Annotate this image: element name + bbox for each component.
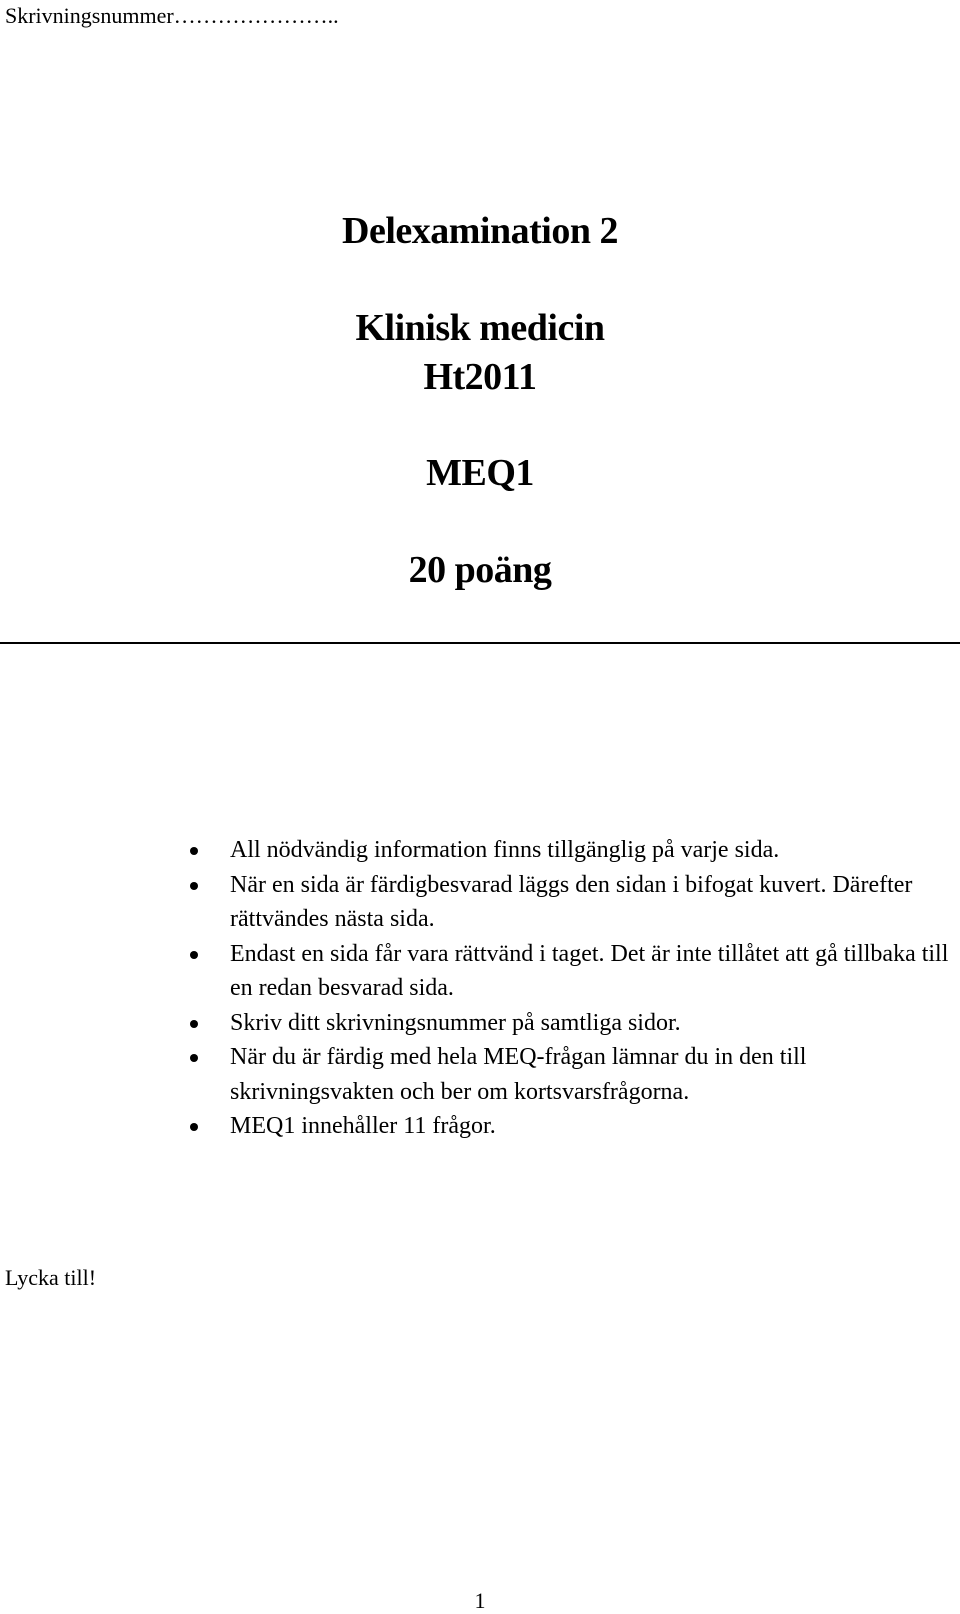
instruction-text: Skriv ditt skrivningsnummer på samtliga sidor. (230, 1009, 681, 1036)
instruction-text: Endast en sida får vara rättvänd i taget. Det är inte tillåtet att gå tillbaka till en redan besvarad sida. (230, 940, 949, 1001)
instruction-text: All nödvändig information finns tillgänglig på varje sida. (230, 837, 780, 863)
instruction-text: MEQ1 innehåller 11 frågor. (230, 1113, 496, 1139)
bullet-icon (190, 1020, 198, 1028)
semester: Ht2011 (423, 356, 537, 398)
instruction-item (190, 937, 950, 1006)
question-id: MEQ1 (426, 452, 534, 494)
course-name: Klinisk medicin (355, 307, 605, 349)
instruction-text: När en sida är färdigbesvarad läggs den sidan i bifogat kuvert. Därefter rättvändes nästa sida. (230, 871, 913, 932)
points: 20 poäng (408, 549, 552, 591)
instruction-text: När du är färdig med hela MEQ-frågan lämnar du in den till skrivningsvakten och ber om kortsvarsfrågorna. (230, 1044, 807, 1105)
instruction-item (190, 1006, 950, 1041)
horizontal-divider (0, 642, 960, 644)
bullet-icon (190, 847, 198, 855)
closing-text: Lycka till! (5, 1265, 97, 1290)
bullet-icon (190, 882, 198, 890)
bullet-icon (190, 1054, 198, 1062)
instructions-list (190, 833, 950, 1144)
exam-title: Delexamination 2 (342, 210, 618, 252)
instruction-item (190, 1109, 950, 1144)
bullet-icon (190, 1123, 198, 1131)
bullet-icon (190, 951, 198, 959)
page-number: 1 (474, 1588, 486, 1613)
instruction-item (190, 868, 950, 937)
exam-number-field: Skrivningsnummer………………….. (5, 3, 339, 28)
instruction-item (190, 1040, 950, 1109)
instruction-item (190, 833, 950, 868)
